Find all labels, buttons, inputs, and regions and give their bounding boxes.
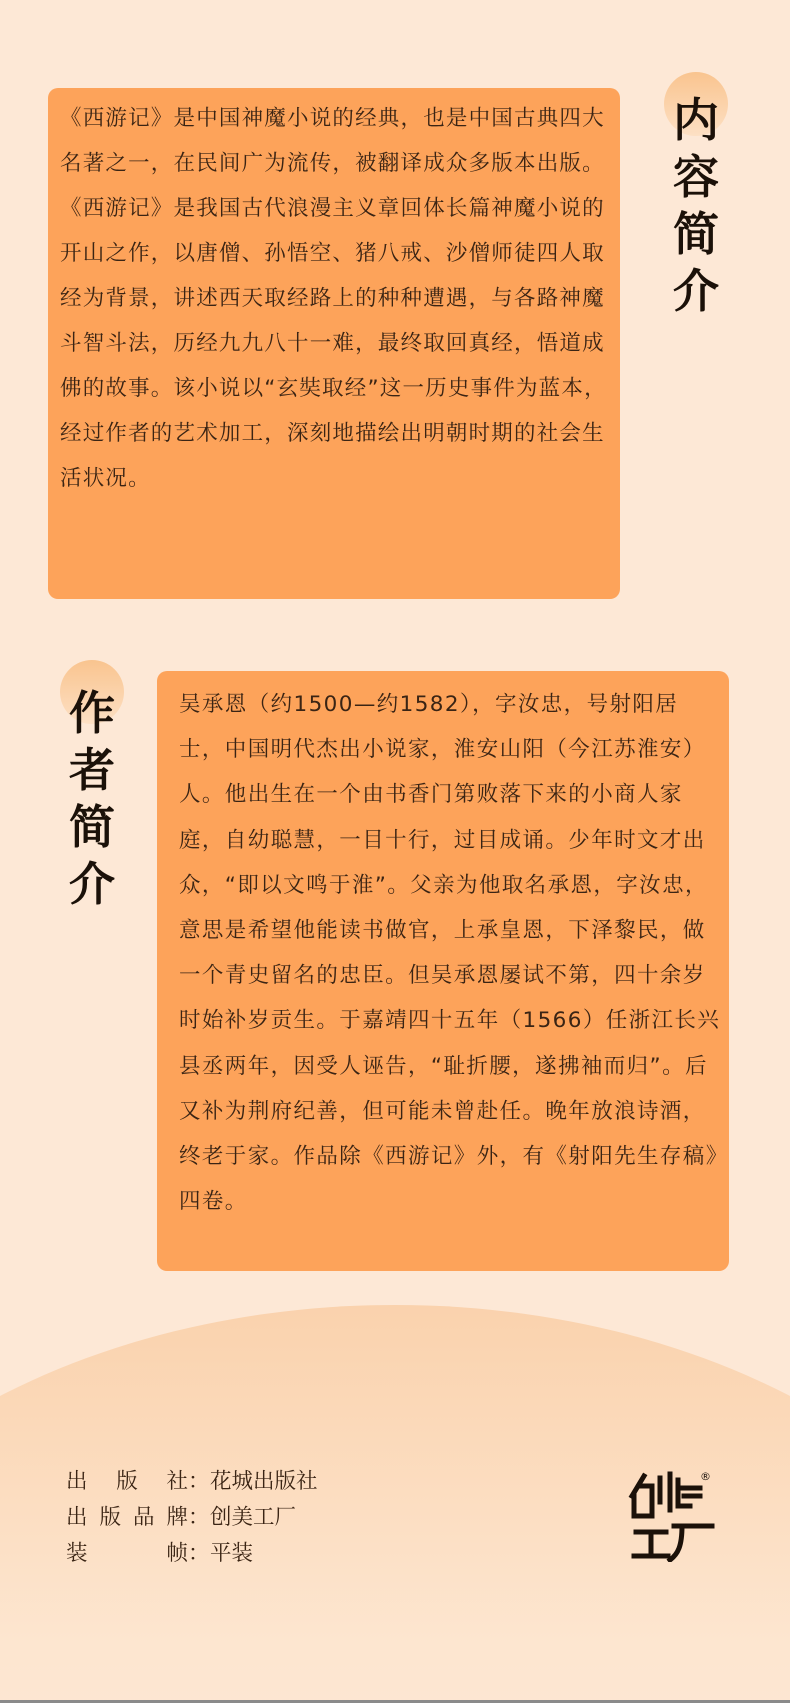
title-char: 者 [69,743,115,797]
publisher-label: 出 版 社 [66,1469,188,1494]
colon: ： [188,1505,210,1530]
content-paragraph: 《西游记》是中国神魔小说的经典，也是中国古典四大名著之一，在民间广为流传，被翻译成众多版本出版。 [60,106,605,176]
content-paragraph: 《西游记》是我国古代浪漫主义章回体长篇神魔小说的开山之作，以唐僧、孙悟空、猪八戒、沙僧师徒四人取经为背景，讲述西天取经路上的种种遭遇，与各路神魔斗智斗法，历经九九八十一难，最终取回真经，悟道成佛的故事。该小说以“玄奘取经”这一历史事件为蓝本，经过作者的艺术加工，深刻地描绘出明朝时期的社会生活状况。 [60,196,607,491]
binding-label: 装 帧 [66,1541,188,1566]
title-char: 简 [673,207,719,261]
title-char: 内 [673,93,719,147]
publication-info [66,1464,318,1572]
title-char: 简 [69,800,115,854]
brand-value: 创美工厂 [210,1505,297,1530]
title-char: 容 [673,150,719,204]
content-intro-title [668,92,724,320]
title-char: 介 [673,264,719,318]
binding-value: 平装 [210,1541,254,1566]
content-intro-card [48,88,620,599]
brand-label: 出 版 品 牌 [66,1505,188,1530]
author-intro-card [157,671,729,1271]
colon: ： [188,1469,210,1494]
colon: ： [188,1541,210,1566]
title-char: 介 [69,857,115,911]
brand-row [66,1500,318,1536]
publisher-value: 花城出版社 [210,1469,318,1494]
publisher-row [66,1464,318,1500]
author-paragraph: 吴承恩（约1500—约1582），字汝忠，号射阳居士，中国明代杰出小说家，淮安山阳（今江苏淮安）人。他出生在一个由书香门第败落下来的小商人家庭，自幼聪慧，一目十行，过目成诵。少年时文才出众，“即以文鸣于淮”。父亲为他取名承恩，字汝忠，意思是希望他能读书做官，上承皇恩，下泽黎民，做一个青史留名的忠臣。但吴承恩屡试不第，四十余岁时始补岁贡生。于嘉靖四十五年（1566）任浙江长兴县丞两年，因受人诬告，“耻折腰，遂拂袖而归”。后又补为荆府纪善，但可能未曾赴任。晚年放浪诗酒，终老于家。作品除《西游记》外，有《射阳先生存稿》四卷。 [179,692,721,1215]
binding-row [66,1536,318,1572]
brand-logo-icon [626,1466,716,1562]
author-intro-title [64,685,120,913]
title-char: 作 [69,686,115,740]
svg-text:®: ® [700,1470,711,1483]
